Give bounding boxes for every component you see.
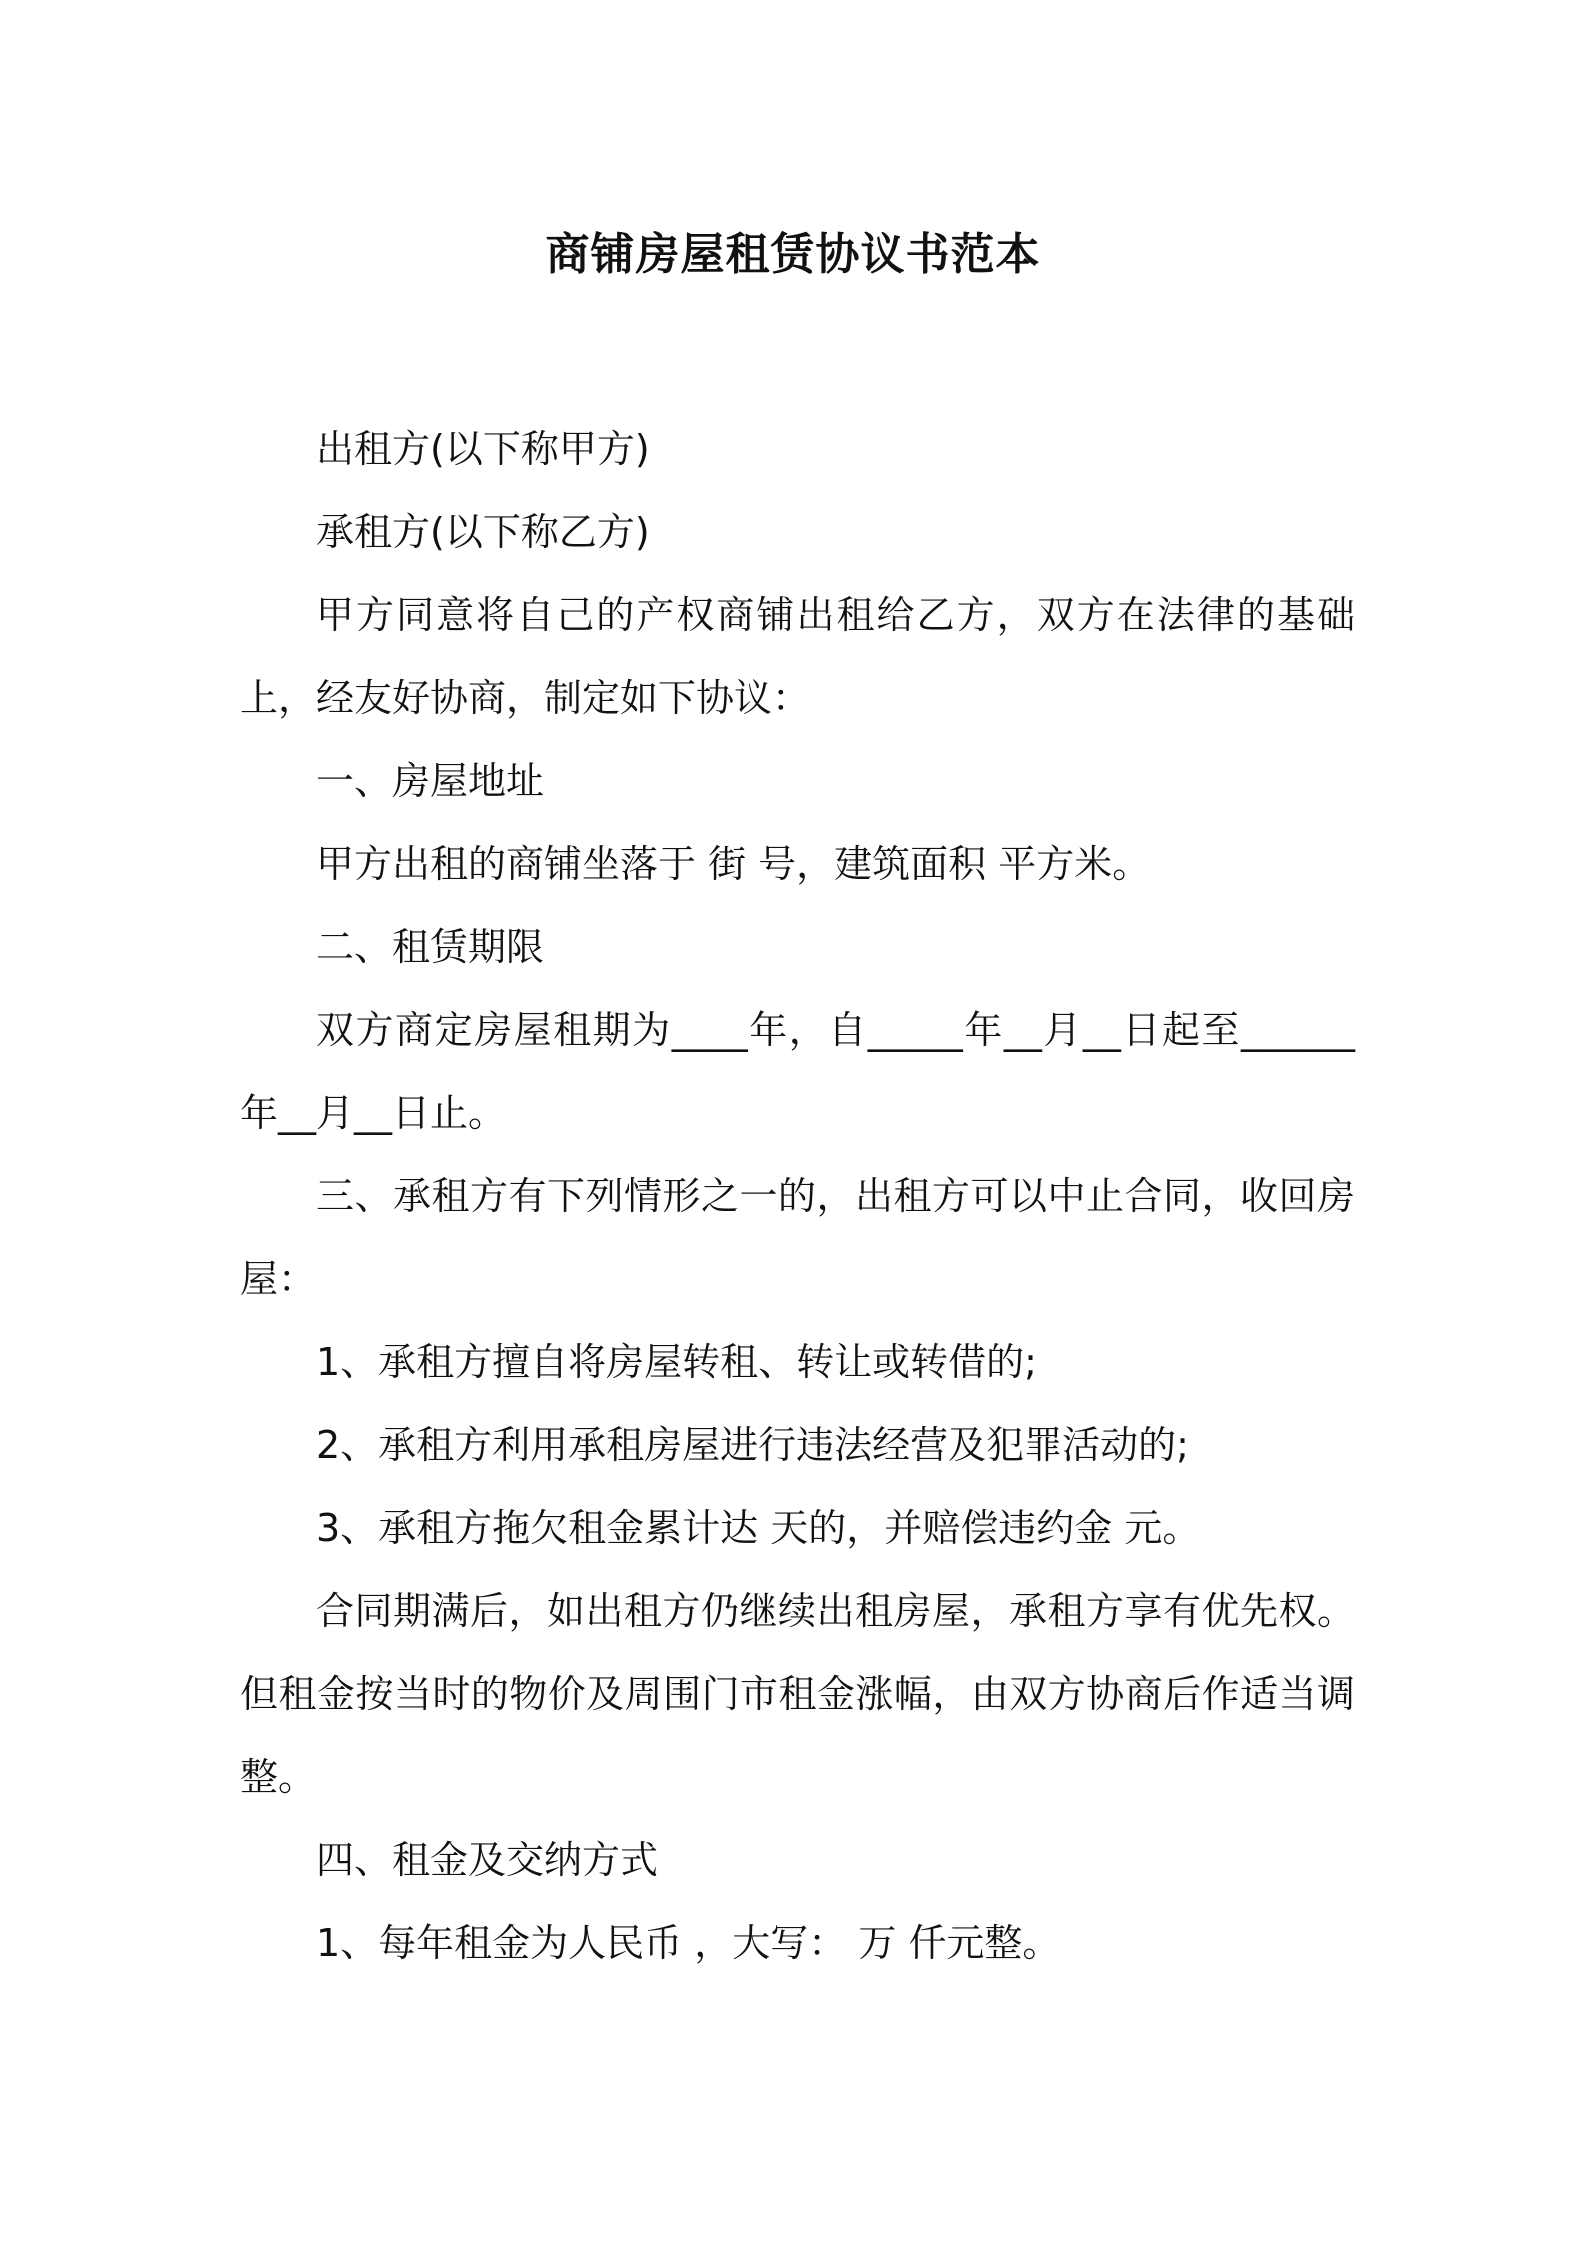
- renewal-paragraph: 合同期满后，如出租方仍继续出租房屋，承租方享有优先权。但租金按当时的物价及周围门市租金涨幅，由双方协商后作适当调整。: [240, 1589, 1355, 1799]
- party-b-line: 承租方(以下称乙方): [316, 510, 650, 554]
- document-body: [240, 408, 1355, 1985]
- address-paragraph: 甲方出租的商铺坐落于 街 号，建筑面积 平方米。: [316, 842, 1151, 886]
- section-heading-address: 一、房屋地址: [316, 759, 545, 803]
- section-heading-termination: 三、承租方有下列情形之一的，出租方可以中止合同，收回房屋：: [240, 1174, 1355, 1301]
- section-heading-term: 二、租赁期限: [316, 925, 545, 969]
- termination-item-1: 1、承租方擅自将房屋转租、转让或转借的;: [316, 1340, 1037, 1384]
- section-heading-rent: 四、租金及交纳方式: [316, 1838, 659, 1882]
- term-paragraph: 双方商定房屋租期为____年，自_____年__月__日起至______年__月__日止。: [240, 1008, 1355, 1135]
- rent-item-1: 1、每年租金为人民币 ，大写： 万 仟元整。: [316, 1921, 1061, 1965]
- termination-item-3: 3、承租方拖欠租金累计达 天的，并赔偿违约金 元。: [316, 1506, 1201, 1550]
- party-a-line: 出租方(以下称甲方): [316, 427, 650, 471]
- document-title: 商铺房屋租赁协议书范本: [545, 229, 1041, 280]
- intro-paragraph: 甲方同意将自己的产权商铺出租给乙方，双方在法律的基础上，经友好协商，制定如下协议：: [240, 593, 1355, 720]
- termination-item-2: 2、承租方利用承租房屋进行违法经营及犯罪活动的;: [316, 1423, 1189, 1467]
